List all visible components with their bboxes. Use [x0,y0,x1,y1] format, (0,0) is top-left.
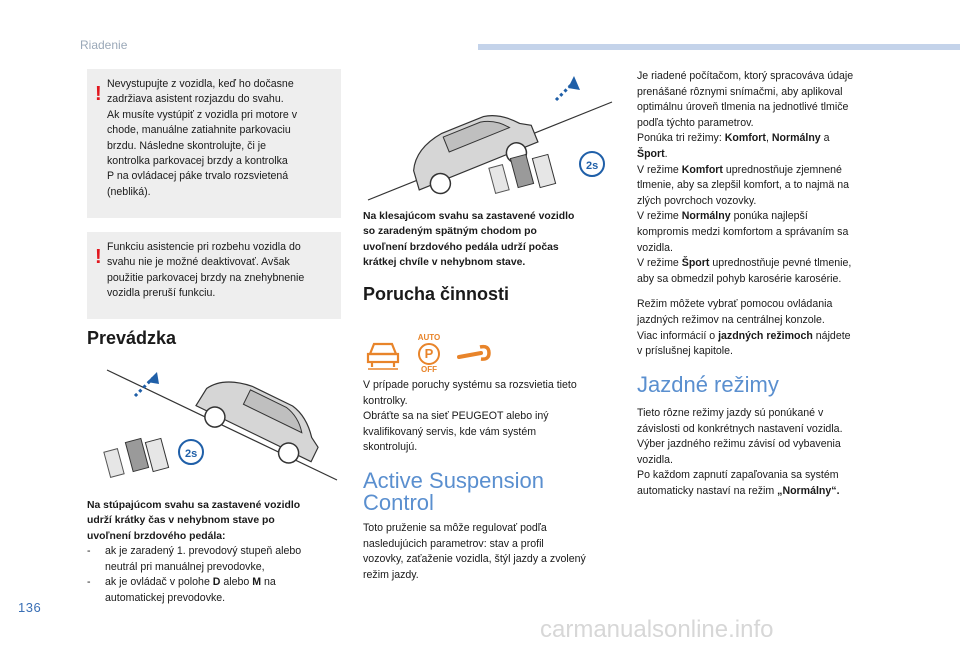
text-line: optimálnu úroveň tlmenia na jednotlivé tlmiče [637,101,849,114]
caption-line: krátkej chvíle v nehybnom stave. [363,257,526,269]
list-text: automatickej prevodovke. [105,591,226,604]
svg-text:2s: 2s [586,160,599,172]
svg-text:2s: 2s [185,448,198,460]
list-item [87,544,347,575]
hill-assist-fault-icon [366,338,400,370]
warning-text: Nevystupujte z vozidla, keď ho dočasne zadržiava asistent rozjazdu do svahu. Ak musíte vystúpiť z vozidla pri motore v chode, manuálne zatiahnite parkovaciu brzdu. Následne skontrolujte, či je kontrolka parkovacej brzdy a kontrolka P na ovládacej páke trvalo rozsvietená (nebliká). [107,78,298,198]
drive-modes-text [637,406,907,500]
warning-text: Funkciu asistencie pri rozbehu vozidla do svahu nie je možné deaktivovať. Avšak použitie parkovacej brzdy na znehybnenie vozidla preruší funkciu. [107,241,305,300]
text-line: tlmenie, aby sa zlepšil komfort, a to najmä na [637,179,849,192]
caption-line: Na stúpajúcom svahu sa zastavené vozidlo [87,500,301,511]
warning-box-deactivate [87,232,341,319]
section-title-drive-modes: Jazdné režimy [637,372,779,397]
text-line: zlých povrchoch vozovky. [637,194,757,207]
watermark: carmanualsonline.info [540,616,774,643]
page-number: 136 [18,600,42,615]
list-dash: - [87,545,91,557]
text-line: vozidla. [637,453,673,466]
list-item [87,575,347,606]
asc-title-line: Control [363,490,434,515]
caption-line: Na klesajúcom svahu sa zastavené vozidlo [363,211,575,222]
list-dash: - [87,576,91,589]
text-line: automaticky nastaví na režim „Normálny“. [637,484,840,497]
list-text: ak je ovládač v polohe D alebo M na [105,576,276,589]
warning-icon: ! [95,83,102,105]
downhill-illustration [360,70,620,204]
section-title-asc [363,470,544,514]
text-line: Výber jazdného režimu závisí od vybavenia [637,438,841,451]
warning-box-exit [87,69,341,218]
caption-uphill [87,498,347,544]
text-line: v príslušnej kapitole. [637,345,733,358]
header-bar [478,44,960,50]
text-line: podľa týchto parametrov. [637,116,754,129]
list-text: neutrál pri manuálnej prevodovke, [105,560,265,573]
parking-brake-icon: P [418,343,440,365]
caption-downhill [363,209,623,271]
caption-line: udrží krátky čas v nehybnom stave po [87,515,275,527]
caption-line: uvoľnení brzdového pedála: [87,530,226,542]
failure-text: V prípade poruchy systému sa rozsvietia tieto kontrolky. Obráťte sa na sieť PEUGEOT alebo iný kvalifikovaný servis, kde vám systém skontrolujú. [363,379,577,454]
modes-line: Šport. [637,147,668,160]
caption-line: so zaradeným spätným chodom po [363,226,537,238]
uphill-illustration [87,362,341,490]
wrench-icon [455,343,491,365]
text-line: Režim môžete vybrať pomocou ovládania [637,298,833,311]
section-title-prevadzka: Prevádzka [87,328,177,348]
text-line: závislosti od konkrétnych nastavení vozidla. [637,422,843,435]
text-line: vozidla. [637,241,673,254]
text-line: Je riadené počítačom, ktorý spracováva údaje [637,70,854,82]
text-line: jazdných režimov na centrálnej konzole. [637,313,825,326]
asc-text: Toto pruženie sa môže regulovať podľa nasledujúcich parametrov: stav a profil vozovky, zaťaženie vozidla, štýl jazdy a zvolený režim jazdy. [363,522,586,581]
text-line: Po každom zapnutí zapaľovania sa systém [637,469,839,482]
text-line: prenášané rôznymi snímačmi, aby aplikoval [637,85,843,98]
text-line: kompromis medzi komfortom a správaním sa [637,225,849,238]
more-info-line: Viac informácií o jazdných režimoch nájdete [637,329,851,342]
right-column [637,69,907,360]
comfort-line: V režime Komfort uprednostňuje zjemnené [637,163,842,176]
section-title-porucha: Porucha činnosti [363,284,510,304]
off-label: OFF [421,365,437,374]
list-text: ak je zaradený 1. prevodový stupeň alebo [105,545,302,557]
section-header: Riadenie [80,38,128,52]
sport-line: V režime Šport uprednostňuje pevné tlmenie, [637,257,852,270]
asc-title-line: Active Suspension [363,468,544,493]
text-line: Tieto rôzne režimy jazdy sú ponúkané v [637,407,824,419]
uphill-list [87,544,347,606]
modes-line: Ponúka tri režimy: Komfort, Normálny a [637,132,830,145]
caption-line: uvoľnení brzdového pedála udrží počas [363,241,559,253]
warning-icon: ! [95,246,102,268]
normal-line: V režime Normálny ponúka najlepší [637,210,808,223]
auto-label: AUTO [417,333,441,342]
text-line: aby sa obmedzil pohyb karosérie karosérie. [637,272,842,285]
